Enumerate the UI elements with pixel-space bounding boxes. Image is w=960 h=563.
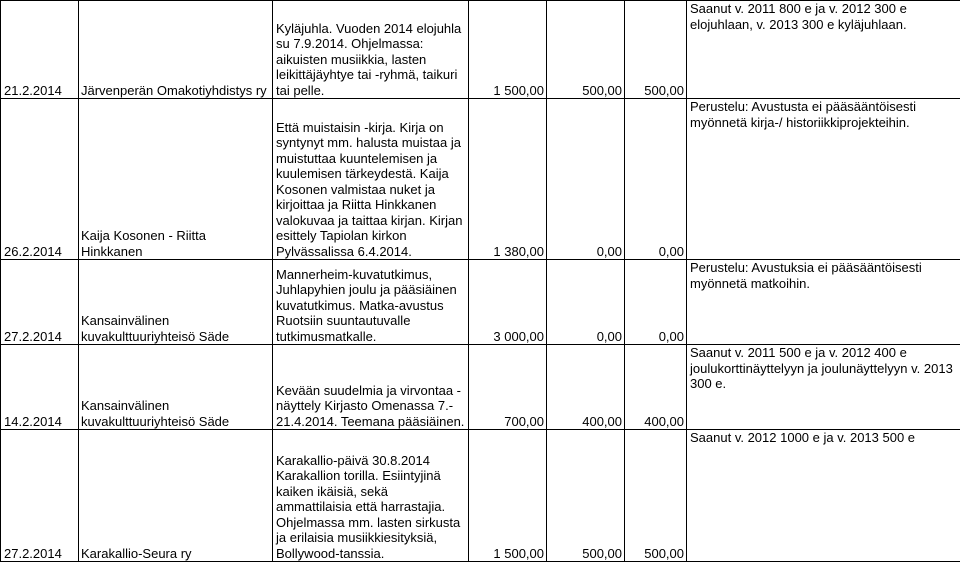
row-applicant: Kansainvälinen kuvakulttuuriyhteisö Säde [79, 260, 273, 345]
row-date: 21.2.2014 [1, 1, 79, 99]
row-cost: 1 500,00 [469, 1, 547, 99]
row-granted: 500,00 [625, 430, 687, 562]
row-applicant: Kaija Kosonen - Riitta Hinkkanen [79, 99, 273, 260]
row-note: Saanut v. 2011 800 e ja v. 2012 300 e elojuhlaan, v. 2013 300 e kyläjuhlaan. [687, 1, 960, 99]
row-cost: 1 380,00 [469, 99, 547, 260]
row-cost: 3 000,00 [469, 260, 547, 345]
row-note: Saanut v. 2012 1000 e ja v. 2013 500 e [687, 430, 960, 562]
row-cost: 700,00 [469, 345, 547, 430]
row-note: Perustelu: Avustusta ei pääsääntöisesti myönnetä kirja-/ historiikkiprojekteihin. [687, 99, 960, 260]
row-applicant: Karakallio-Seura ry [79, 430, 273, 562]
row-date: 27.2.2014 [1, 430, 79, 562]
row-applicant: Järvenperän Omakotiyhdistys ry [79, 1, 273, 99]
row-granted: 0,00 [625, 99, 687, 260]
row-applied: 400,00 [547, 345, 625, 430]
row-cost: 1 500,00 [469, 430, 547, 562]
row-applied: 500,00 [547, 430, 625, 562]
row-description: Että muistaisin -kirja. Kirja on syntynyt mm. halusta muistaa ja muistuttaa kuuntelemisen ja kuulemisen tärkeydestä. Kaija Kosonen valmistaa nuket ja kirjoittaa ja Riitta Hinkkanen valokuvaa ja taittaa kirjan. Kirjan esittely Tapiolan kirkon Pylvässalissa 6.4.2014. [273, 99, 469, 260]
row-description: Kevään suudelmia ja virvontaa -näyttely Kirjasto Omenassa 7.- 21.4.2014. Teemana pääsiäinen. [273, 345, 469, 430]
table-row [1, 1, 960, 99]
row-applied: 500,00 [547, 1, 625, 99]
row-description: Karakallio-päivä 30.8.2014 Karakallion torilla. Esiintyjinä kaiken ikäisiä, sekä ammattilaisia että harrastajia. Ohjelmassa mm. lasten sirkusta ja erilaisia musiikkiesityksiä, Bollywood-tanssia. [273, 430, 469, 562]
row-applicant: Kansainvälinen kuvakulttuuriyhteisö Säde [79, 345, 273, 430]
row-applied: 0,00 [547, 99, 625, 260]
row-date: 27.2.2014 [1, 260, 79, 345]
row-date: 14.2.2014 [1, 345, 79, 430]
table-row [1, 260, 960, 345]
row-granted: 0,00 [625, 260, 687, 345]
row-note: Perustelu: Avustuksia ei pääsääntöisesti myönnetä matkoihin. [687, 260, 960, 345]
row-note: Saanut v. 2011 500 e ja v. 2012 400 e joulukorttinäyttelyyn ja joulunäyttelyyn v. 2013 300 e. [687, 345, 960, 430]
row-date: 26.2.2014 [1, 99, 79, 260]
table-row [1, 345, 960, 430]
row-description: Mannerheim-kuvatutkimus, Juhlapyhien joulu ja pääsiäinen kuvatutkimus. Matka-avustus Ruotsiin suuntautuvalle tutkimusmatkalle. [273, 260, 469, 345]
row-granted: 500,00 [625, 1, 687, 99]
table-row [1, 99, 960, 260]
row-granted: 400,00 [625, 345, 687, 430]
row-applied: 0,00 [547, 260, 625, 345]
row-description: Kyläjuhla. Vuoden 2014 elojuhla su 7.9.2014. Ohjelmassa: aikuisten musiikkia, lasten leikittäjäyhtye tai -ryhmä, taikuri tai pelle. [273, 1, 469, 99]
table-row [1, 430, 960, 562]
